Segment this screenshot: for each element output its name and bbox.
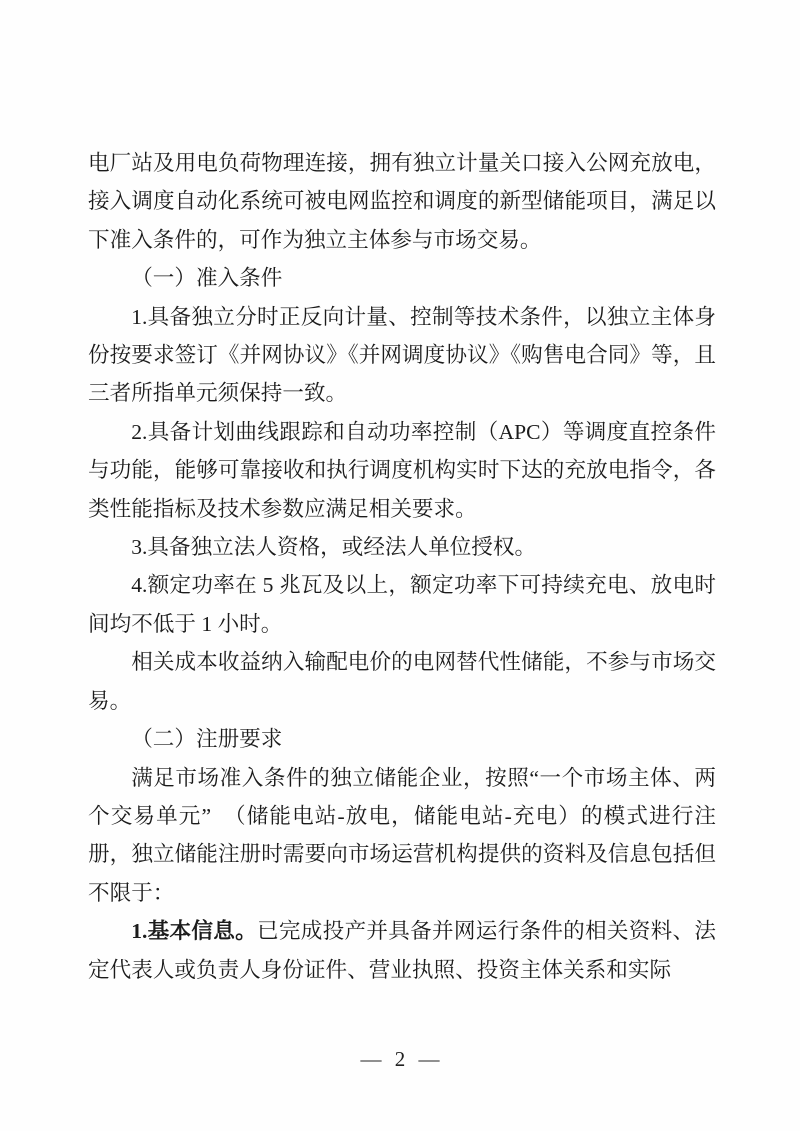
item-1-metering-control (88, 298, 716, 413)
document-body (88, 144, 716, 989)
heading-access-conditions (88, 259, 716, 297)
paragraph-text: 满足市场准入条件的独立储能企业，按照“一个市场主体、两个交易单元” （储能电站-放电，储能电站-充电）的模式进行注册，独立储能注册时需要向市场运营机构提供的资料及信息包括但不限于： (88, 765, 716, 905)
item-3-legal-person (88, 528, 716, 566)
item-4-rated-power (88, 566, 716, 643)
heading-registration-requirements (88, 720, 716, 758)
page-number: — 2 — (360, 1047, 440, 1071)
paragraph-text: 1.具备独立分时正反向计量、控制等技术条件，以独立主体身份按要求签订《并网协议》《并网调度协议》《购售电合同》等，且三者所指单元须保持一致。 (88, 304, 716, 406)
paragraph-text: 相关成本收益纳入输配电价的电网替代性储能，不参与市场交易。 (88, 650, 716, 713)
paragraph-grid-substitute-storage (88, 643, 716, 720)
item-2-apc-dispatch (88, 413, 716, 528)
paragraph-text: 3.具备独立法人资格，或经法人单位授权。 (131, 535, 537, 560)
paragraph-market-entry-intro (88, 144, 716, 259)
heading-text: （二）注册要求 (131, 727, 283, 752)
paragraph-registration-mode (88, 759, 716, 913)
paragraph-bold-lead: 1.基本信息。 (131, 919, 258, 944)
paragraph-text: 4.额定功率在 5 兆瓦及以上，额定功率下可持续充电、放电时间均不低于 1 小时。 (88, 573, 716, 636)
heading-text: （一）准入条件 (131, 266, 283, 291)
item-1-basic-info (88, 912, 716, 989)
paragraph-text: 已完成投产并具备并网运行条件的相关资料、法定代表人或负责人身份证件、营业执照、投资主体关系和实际 (88, 919, 716, 982)
paragraph-text: 电厂站及用电负荷物理连接，拥有独立计量关口接入公网充放电，接入调度自动化系统可被电网监控和调度的新型储能项目，满足以下准入条件的，可作为独立主体参与市场交易。 (88, 151, 716, 252)
paragraph-text: 2.具备计划曲线跟踪和自动功率控制（APC）等调度直控条件与功能，能够可靠接收和执行调度机构实时下达的充放电指令，各类性能指标及技术参数应满足相关要求。 (88, 419, 716, 521)
